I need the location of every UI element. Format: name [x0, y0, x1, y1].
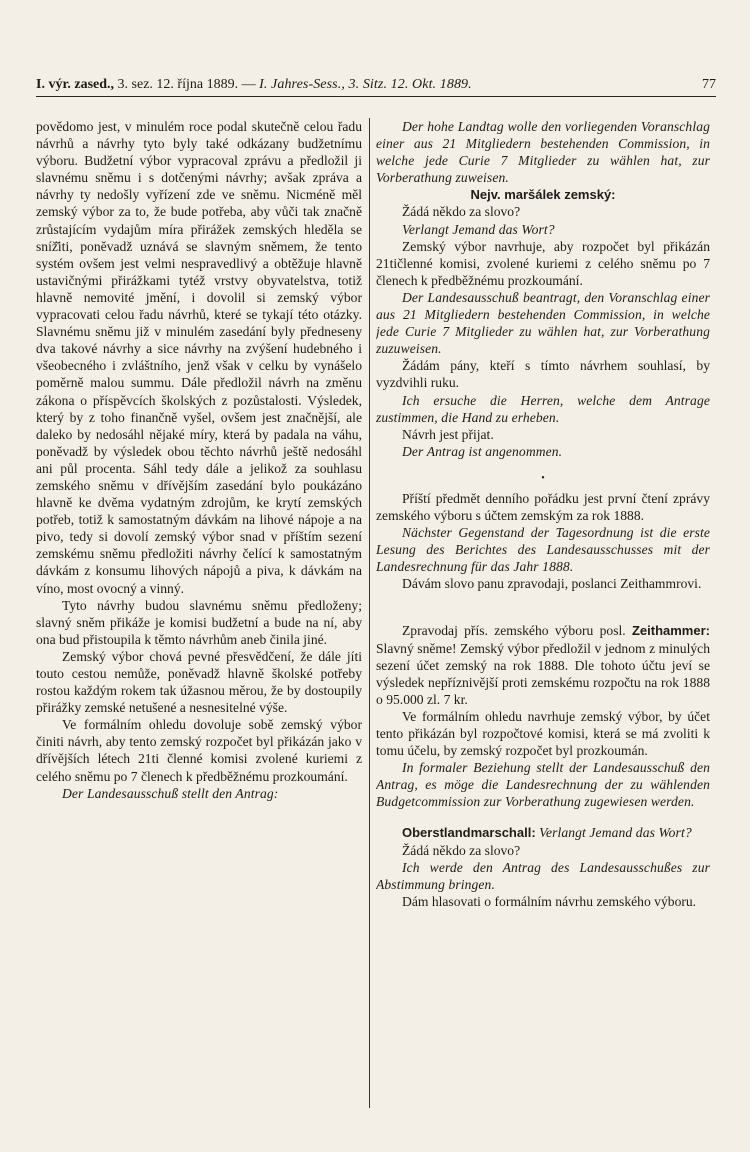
column-divider — [369, 118, 370, 1108]
left-column — [36, 118, 362, 1108]
paragraph: Žádá někdo za slovo? — [402, 842, 521, 858]
paragraph: Návrh jest přijat. — [402, 426, 494, 442]
header-german: I. Jahres-Sess., 3. Sitz. 12. Okt. 1889. — [259, 77, 472, 92]
paragraph: Příští předmět denního pořádku jest první čtení zprávy zemského výboru s účtem zemským za rok 1888. — [376, 490, 710, 523]
paragraph: Tyto návrhy budou slavnému sněmu předloženy; slavný sněm přikáže je komisi budžetní a bude na ní, aby ona bud přistoupila k těmto návrhům aneb činila jiné. — [36, 597, 362, 647]
paragraph: Zemský výbor chová pevné přesvědčení, že dále jíti touto cestou nemůže, poněvadž hlavně školské potřeby rostou každým rokem tak úžasnou měrou, že by dostoupily přirážky zemské netušené a nesnesitelné výše. — [36, 648, 362, 716]
paragraph: Ve formálním ohledu dovoluje sobě zemský výbor činiti návrh, aby tento zemský rozpočet byl přikázán jako v dřívějších létech 21ti členné komisi zvolené kuriemi z celého sněmu po 7 členech k předběžnému prozkoumání. — [36, 717, 362, 784]
running-header — [36, 74, 716, 97]
right-column — [376, 118, 710, 1108]
paragraph-german: Ich werde den Antrag des Landesausschußes zur Abstimmung bringen. — [376, 859, 710, 892]
paragraph: Oberstlandmarschall: Verlangt Jemand das Wort? — [402, 825, 692, 841]
paragraph-german: Der hohe Landtag wolle den vorliegenden Voranschlag einer aus 21 Mitgliedern bestehenden Commission, in welche jede Curie 7 Mitglieder zu wählen hat, zur Vorberathung zuweisen. — [376, 119, 710, 186]
paragraph: Zemský výbor navrhuje, aby rozpočet byl přikázán 21tičlenné komisi, zvolené kuriemi z celého sněmu po 7 členech k předběžnému prozkoumání. — [376, 238, 710, 288]
paragraph-german: Der Landesausschuß stellt den Antrag: — [62, 785, 279, 801]
section-separator: • — [541, 472, 545, 484]
speaker-heading: Nejv. maršálek zemský: — [470, 187, 616, 203]
paragraph: Ve formálním ohledu navrhuje zemský výbor, by účet tento přikázán byl rozpočtové komisi, která se má zvoliti k tomu účelu, by zemský rozpočet byl prozkoumán. — [376, 708, 710, 759]
paragraph: Dávám slovo panu zpravodaji, poslanci Zeithammrovi. — [402, 576, 702, 592]
paragraph-german: In formaler Beziehung stellt der Landesausschuß den Antrag, es möge die Landesrechnung der zu wählenden Budgetcommission zur Vorberathung zugewiesen werden. — [376, 760, 710, 810]
paragraph: Žádám pány, kteří s tímto návrhem souhlasí, by vyzdvihli ruku. — [376, 358, 710, 391]
paragraph: Dám hlasovati o formálním návrhu zemského výboru. — [402, 893, 697, 909]
paragraph-german: Der Landesausschuß beantragt, den Voranschlag einer aus 21 Mitgliedern bestehenden Commission, in welche jede Curie 7 Mitglieder zu wählen hat, zur Vorberathung zuzuweisen. — [376, 289, 710, 357]
header-czech: I. výr. zased., 3. sez. 12. října 1889. — I. Jahres-Sess., 3. Sitz. 12. Okt. 1889. — [36, 77, 472, 92]
paragraph-german: Ich ersuche die Herren, welche dem Antrage zustimmen, die Hand zu erheben. — [376, 392, 710, 425]
paragraph: povědomo jest, v minulém roce podal skutečně celou řadu návrhů a návrhy tyto byly také odkázany budžetnímu výboru. Budžetní výbor vypracoval zprávu a předložil ji slavnému sněmu i s dotčenými návrhy; avšak zpráva a návrhy ty nedošly vyřízení zde ve sněmu. Nicméně měl zemský výbor za to, že bude potřeba, aby vůči tak značně zrůstajícím vydajům míra přirážek zemských hleděla se sníž̌iti, poněvadž uznává se slavným sněmem, že tento systém ovšem jest velmi nespravedlivý a obtěžuje hlavně ustavičnými přirážkami tytéž vrstvy obyvatelstva, totiž hlavně nemovité jmění, i dovolil si zemský výbor vypracovati celou řadu návrhů, které se tykají této otázky. Slavnému sněmu již v minulém zasedání byly předneseny dva takové návrhy a sice návrhy na zvýšení hudebného i všeobecného i zvláštního, jenž však v celku by vynášelo poměrně malou summu. Dále předložil návrh na změnu zákona o příspěvcích školských z pozůstalosti. Výsledek, který by z toho finančně vyšel, ovšem jest značnější, ale daleko by nedosáhl nějaké míry, která by padala na váhu, poněvadž by výsledek obou těchto návrhů ještě nedosáhl ani půl procenta. Sáhl tedy dále a jelikož za souhlasu zemského sněmu v dřívějším zasedání bylo poukázáno hlavně ke dvěma vydatným zdrojům, ke krytí zemských potřeb, totiž k samostatným dávkám na lihové nápoje a na pivo, tedy si dovolí zemský výbor snad v příštím sezení zemskému sněmu předložiti návrhy čelící k samostatným dávkám z konsumu lihových nápojů a piva, k dávkám na víno, most ovocný a vinný. — [36, 119, 362, 596]
paragraph: Žádá někdo za slovo? — [402, 204, 521, 220]
page-number: 77 — [702, 77, 716, 92]
paragraph-german: Verlangt Jemand das Wort? — [402, 221, 555, 237]
paragraph: Zpravodaj přís. zemského výboru posl. Zeithammer: Slavný sněme! Zemský výbor předložil v jednom z minulých sezení účet zemský na rok 1888. Dle tohoto účtu jeví se výsledek nepříznivější proti zemskému rozpočtu na rok 1888 o 95.000 zl. 7 kr. — [376, 623, 710, 707]
paragraph-german: Nächster Gegenstand der Tagesordnung ist die erste Lesung des Berichtes des Landesausschusses mit der Landesrechnung für das Jahr 1888. — [376, 525, 710, 575]
paragraph-german: Der Antrag ist angenommen. — [402, 443, 563, 459]
